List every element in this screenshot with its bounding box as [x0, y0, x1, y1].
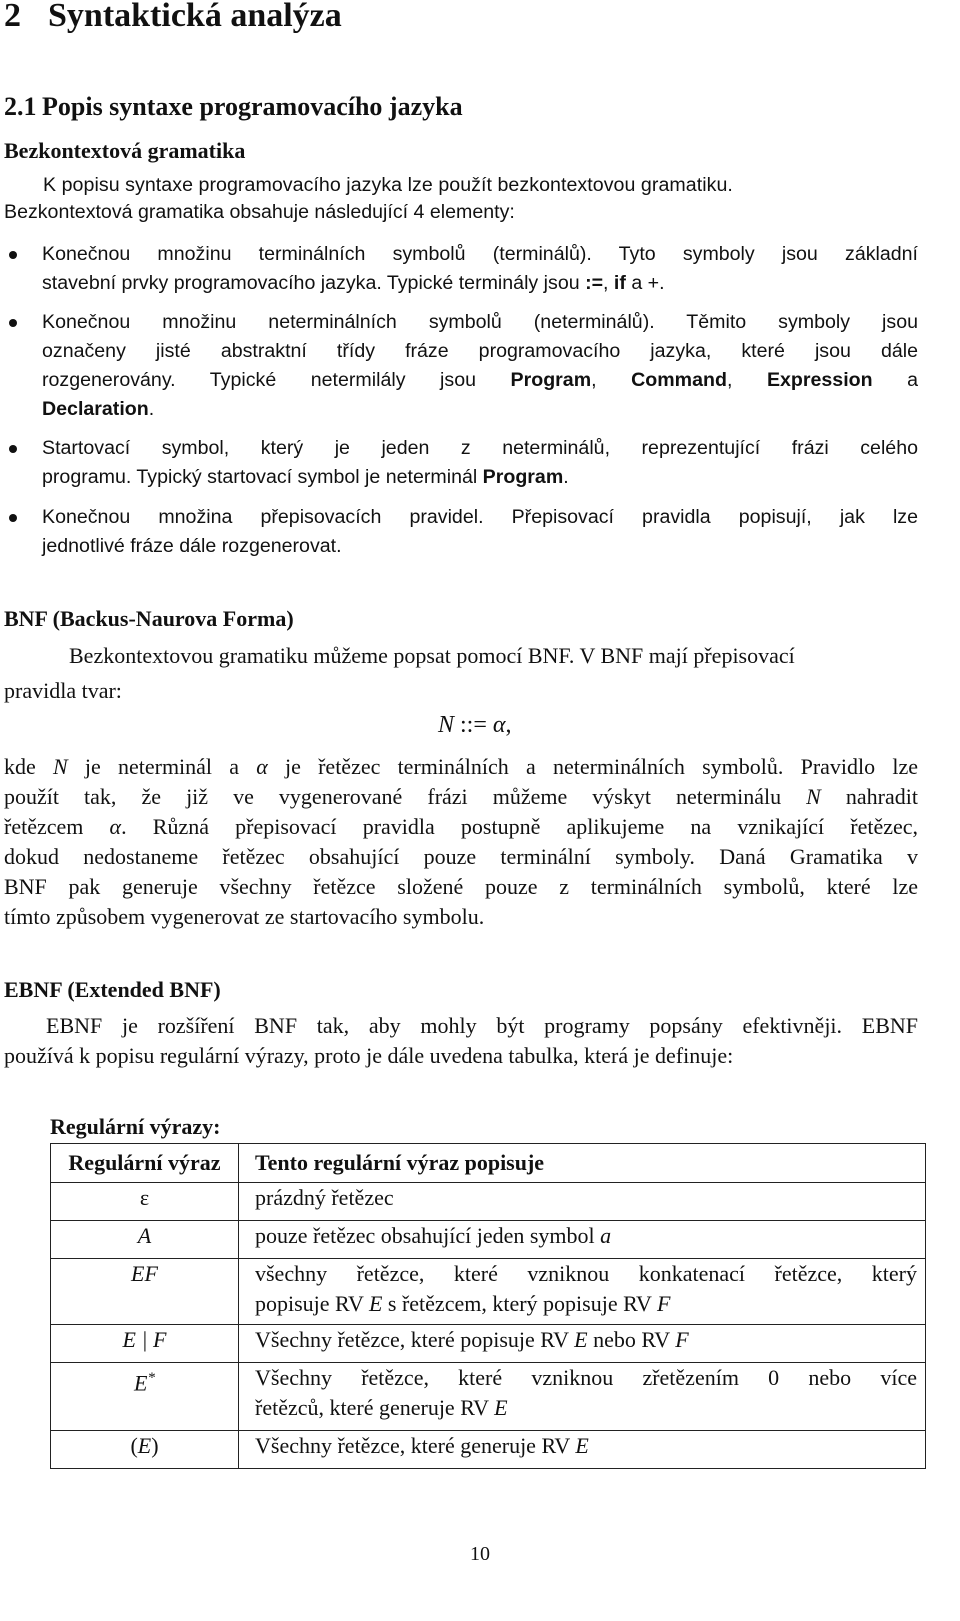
cfg-intro-line2: Bezkontextová gramatika obsahuje následující 4 elementy:: [4, 201, 515, 223]
regex-description: [239, 1325, 926, 1363]
symbol-e: E: [575, 1433, 589, 1458]
section-title: Popis syntaxe programovacího jazyka: [42, 92, 463, 121]
text-run: Všechny řetězce, které generuje RV: [255, 1433, 576, 1458]
list-item-line: jednotlivé fráze dále rozgenerovat.: [42, 535, 342, 557]
symbol-f: F: [657, 1291, 671, 1316]
bnf-paragraph2-line: [4, 812, 918, 842]
bullet-icon: [9, 319, 17, 327]
paren-open: (: [130, 1433, 138, 1458]
bnf-paragraph2-line: [4, 782, 918, 812]
chapter-number: 2: [4, 0, 21, 34]
list-item-line: Konečnou množina přepisovacích pravidel. Přepisovací pravidla popisují, jak lze: [42, 506, 918, 528]
symbol-n: N: [52, 754, 68, 779]
column-header-description: Tento regulární výraz popisuje: [239, 1144, 926, 1183]
column-header-expression: Regulární výraz: [51, 1144, 239, 1183]
text-run: ,: [591, 369, 632, 391]
list-item-body: [42, 240, 918, 298]
text-run: ,: [603, 272, 614, 294]
text-run: rozgenerovány. Typické netermilály jsou: [42, 369, 511, 391]
table-header-row: [51, 1144, 926, 1183]
bnf-paragraph2: [4, 752, 918, 932]
nonterminal-expression: Expression: [766, 369, 873, 391]
cfg-heading: Bezkontextová gramatika: [4, 138, 246, 163]
text-run: popisuje RV: [255, 1291, 369, 1316]
section-number: 2.1: [4, 92, 37, 121]
list-item-line: Startovací symbol, který je jeden z neterminálů, reprezentující frázi celého: [42, 437, 918, 459]
list-item-line: Konečnou množinu neterminálních symbolů (neterminálů). Těmito symboly jsou: [42, 311, 918, 333]
symbol-e: E: [137, 1433, 152, 1458]
symbol-f: F: [675, 1327, 689, 1352]
list-item-body: [42, 308, 918, 424]
table-row: [51, 1363, 926, 1431]
table-row: [51, 1259, 926, 1325]
regex-table-caption: Regulární výrazy:: [50, 1114, 221, 1139]
symbol-a: a: [600, 1223, 612, 1248]
cfg-intro: [4, 170, 918, 227]
text-run: řetězců, které generuje RV: [255, 1395, 495, 1420]
symbol-e: E: [574, 1327, 588, 1352]
list-item-line: [42, 269, 918, 298]
bnf-paragraph2-line: BNF pak generuje všechny řetězce složené pouze z terminálních symbolů, které lze: [4, 874, 918, 899]
kleene-star: *: [147, 1370, 155, 1386]
table-row: [51, 1221, 926, 1259]
ebnf-paragraph: [4, 1011, 918, 1071]
cfg-intro-line1: K popisu syntaxe programovacího jazyka lze použít bezkontextovou gramatiku.: [43, 174, 733, 196]
symbol-alpha: α: [109, 814, 122, 839]
description-line: všechny řetězce, které vzniknou konkatenací řetězce, který: [255, 1261, 917, 1286]
symbol-alpha: α: [256, 754, 268, 779]
regex-expression: [51, 1431, 239, 1469]
bnf-paragraph1: [4, 641, 918, 706]
formula-operator: ::=: [454, 712, 493, 738]
symbol-e: E: [368, 1291, 383, 1316]
text-run: stavební prvky programovacího jazyka. Typické terminály jsou: [42, 272, 586, 294]
list-item-line: [42, 366, 918, 395]
bullet-icon: [9, 445, 17, 453]
table-row: [51, 1325, 926, 1363]
text-run: kde: [4, 754, 53, 779]
text-run: použít tak, že již ve vygenerované frázi můžeme výskyt neterminálu: [4, 784, 807, 809]
nonterminal-command: Command: [631, 369, 727, 391]
bullet-icon: [9, 514, 17, 522]
text-run: je řetězec terminálních a neterminálních symbolů. Pravidlo lze: [267, 754, 918, 779]
nonterminal-program: Program: [482, 466, 564, 488]
bullet-icon: [9, 251, 17, 259]
nonterminal-program: Program: [510, 369, 592, 391]
text-run: . Různá přepisovací pravidla postupně aplikujeme na vznikající řetězec,: [121, 814, 919, 839]
text-run: Všechny řetězce, které popisuje RV: [255, 1327, 575, 1352]
formula-comma: ,: [505, 712, 512, 738]
description-line: [255, 1289, 917, 1319]
bnf-paragraph1-line1: Bezkontextovou gramatiku můžeme popsat pomocí BNF. V BNF mají přepisovací: [69, 643, 795, 668]
regex-description: prázdný řetězec: [239, 1183, 926, 1221]
list-item-line: [42, 395, 918, 424]
list-item-line: označeny jisté abstraktní třídy fráze programovacího jazyka, které jsou dále: [42, 340, 918, 362]
text-run: a: [872, 369, 919, 391]
regex-description: [239, 1259, 926, 1325]
regex-expression: EF: [51, 1259, 239, 1325]
ebnf-paragraph-line: používá k popisu regulární výrazy, proto je dále uvedena tabulka, která je definuje:: [4, 1043, 734, 1068]
page-number: 10: [470, 1543, 490, 1565]
regex-description: [239, 1363, 926, 1431]
regex-description: [239, 1431, 926, 1469]
paren-close: ): [151, 1433, 159, 1458]
list-item-line: [42, 463, 918, 492]
text-run: je neterminál a: [67, 754, 257, 779]
formula-nonterminal: N: [438, 712, 455, 738]
text-run: programu. Typický startovací symbol je neterminál: [42, 466, 483, 488]
bnf-paragraph2-line: [4, 752, 918, 782]
symbol-e: E: [134, 1370, 148, 1396]
bnf-rule-formula: [438, 710, 512, 740]
text-run: nahradit: [820, 784, 918, 809]
list-item-body: [42, 434, 918, 492]
formula-alpha: α: [492, 712, 506, 738]
text-run: .: [563, 466, 569, 488]
terminal-if: if: [613, 272, 626, 294]
text-run: pouze řetězec obsahující jeden symbol: [255, 1223, 601, 1248]
section-heading: [4, 92, 463, 122]
terminal-assign: :=: [585, 272, 604, 294]
chapter-title: Syntaktická analýza: [48, 0, 342, 34]
symbol-e: E: [494, 1395, 508, 1420]
text-run: .: [148, 398, 155, 420]
regex-description: [239, 1221, 926, 1259]
bnf-paragraph2-line: tímto způsobem vygenerovat ze startovacího symbolu.: [4, 904, 485, 929]
text-run: ,: [726, 369, 767, 391]
text-run: a +.: [625, 272, 665, 294]
regex-expression: ε: [51, 1183, 239, 1221]
regex-expression: E | F: [51, 1325, 239, 1363]
regex-expression: [51, 1363, 239, 1431]
chapter-heading: [4, 0, 342, 36]
regex-expression: A: [51, 1221, 239, 1259]
text-run: řetězcem: [4, 814, 110, 839]
regex-table: [50, 1143, 926, 1469]
table-row: [51, 1183, 926, 1221]
list-item-line: Konečnou množinu terminálních symbolů (terminálů). Tyto symboly jsou základní: [42, 243, 918, 265]
description-line: Všechny řetězce, které vzniknou zřetězením 0 nebo více: [255, 1365, 917, 1390]
bnf-paragraph2-line: dokud nedostaneme řetězec obsahující pouze terminální symboly. Daná Gramatika v: [4, 844, 918, 869]
nonterminal-declaration: Declaration: [42, 398, 149, 420]
bnf-paragraph1-line2: pravidla tvar:: [4, 678, 122, 703]
symbol-n: N: [806, 784, 821, 809]
description-line: [255, 1393, 917, 1423]
list-item-body: [42, 503, 918, 561]
ebnf-heading: EBNF (Extended BNF): [4, 977, 221, 1002]
ebnf-paragraph-line: EBNF je rozšíření BNF tak, aby mohly být programy popsány efektivněji. EBNF: [46, 1013, 918, 1038]
bnf-heading: BNF (Backus-Naurova Forma): [4, 606, 294, 631]
text-run: s řetězcem, který popisuje RV: [382, 1291, 657, 1316]
table-row: [51, 1431, 926, 1469]
text-run: nebo RV: [587, 1327, 676, 1352]
